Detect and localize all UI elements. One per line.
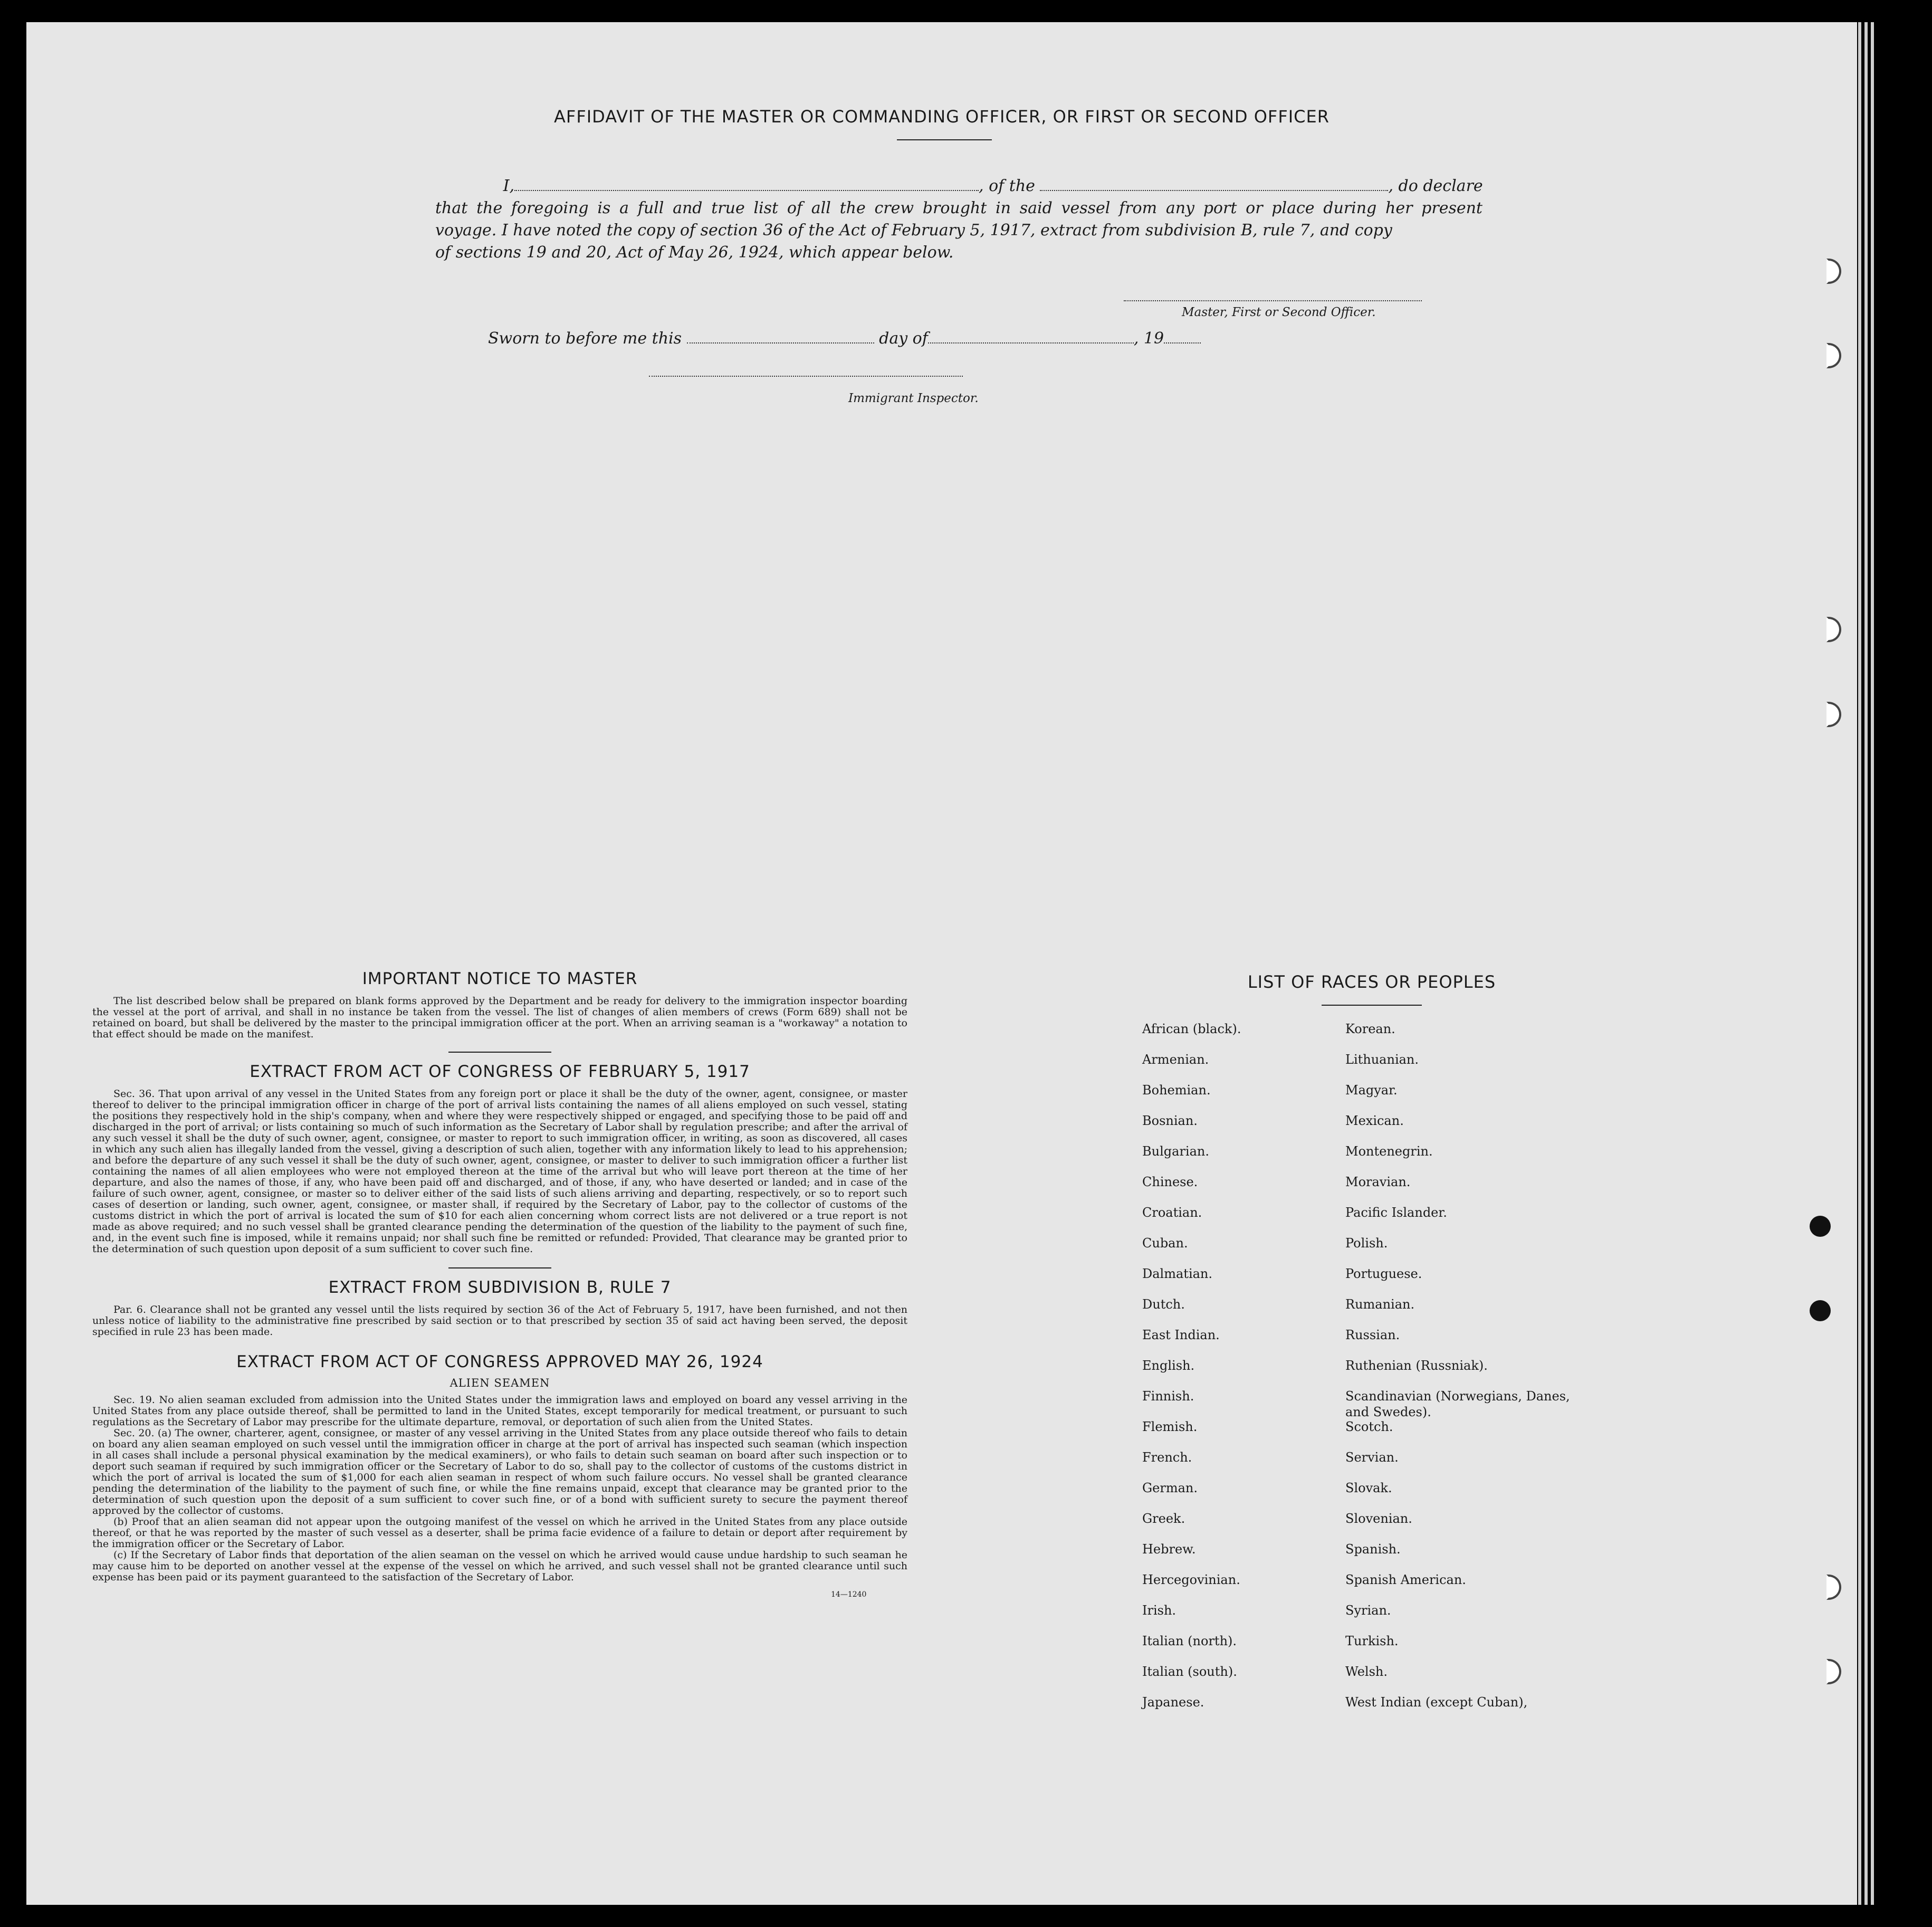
race-item: Bohemian. (1142, 1083, 1211, 1098)
punch-hole (1826, 702, 1841, 727)
race-item: Flemish. (1142, 1419, 1198, 1434)
section-20b-text: (b) Proof that an alien seaman did not appear upon the outgoing manifest of the vessel on which he arrived in the United States from any place outside thereof, or that he was reported by the master of such vessel as a deserter, shall be prima facie evidence of a failure to detain or deport after requirement by the immigration officer or the Secretary of Labor. (92, 1516, 907, 1550)
race-item: Polish. (1345, 1236, 1388, 1251)
race-item: Magyar. (1345, 1083, 1398, 1098)
race-item: East Indian. (1142, 1328, 1220, 1342)
race-item: Welsh. (1345, 1664, 1388, 1679)
extract-1924-body (92, 1395, 907, 1583)
race-item: Japanese. (1142, 1695, 1204, 1710)
rule-7-text: Par. 6. Clearance shall not be granted any vessel until the lists required by section 36 of the Act of February 5, 1917, have been furnished, and not then unless notice of liability to the administrative fine prescribed by said section or to that prescribed by section 35 of said act having been served, the deposit specified in rule 23 has been made. (92, 1304, 907, 1338)
notices-column (92, 969, 907, 1599)
section-20a-text: Sec. 20. (a) The owner, charterer, agent, consignee, or master of any vessel arriving in the United States from any place outside thereof who fails to detain on board any alien seaman employed on such vessel until the immigration officer in charge at the port of arrival has inspected such seaman (which inspection in all cases shall include a personal physical examination by the medical examiners), or who fails to detain such seaman on board after such inspection or to deport such seaman if required by such immigration officer or the Secretary of Labor to do so, shall pay to the collector of customs of the customs district in which the port of arrival is located the sum of $1,000 for each alien seaman in respect of whom such failure occurs. No vessel shall be granted clearance pending the determination of the liability to the payment of such fine, or while the fine remains unpaid, except that clearance may be granted prior to the determination of such question upon the deposit of a sum sufficient to cover such fine, or of a bond with sufficient surety to secure the payment thereof approved by the collector of customs. (92, 1427, 907, 1516)
master-signature-line (1124, 300, 1422, 301)
inspector-signature-label: Immigrant Inspector. (848, 392, 979, 405)
race-item: Armenian. (1142, 1052, 1209, 1067)
day-of-label: day of (879, 329, 928, 348)
sworn-line (488, 329, 1201, 348)
notice-title: IMPORTANT NOTICE TO MASTER (362, 969, 638, 988)
form-number: 14—1240 (831, 1590, 867, 1599)
divider (448, 1052, 551, 1053)
extract-1917-body (92, 1089, 907, 1255)
race-item: Syrian. (1345, 1603, 1391, 1618)
race-item: Moravian. (1345, 1175, 1411, 1189)
year-label: , 19 (1133, 329, 1164, 348)
section-20c-text: (c) If the Secretary of Labor finds that deportation of the alien seaman on the vessel on which he arrived would cause undue hardship to such seaman he may cause him to be deported on another vessel at the expense of the vessel on which he arrived, and such vessel shall not be granted clearance until such expense has been paid or its payment guaranteed to the satisfaction of the Secretary of Labor. (92, 1549, 907, 1583)
race-item: Italian (south). (1142, 1664, 1237, 1679)
race-item: Turkish. (1345, 1634, 1399, 1648)
races-divider (1322, 1005, 1422, 1006)
affidavit-title: AFFIDAVIT OF THE MASTER OR COMMANDING OFFICER, OR FIRST OR SECOND OFFICER (554, 107, 1330, 127)
divider (448, 1267, 551, 1268)
extract-1917-title: EXTRACT FROM ACT OF CONGRESS OF FEBRUARY 5, 1917 (250, 1062, 750, 1081)
race-item: Hercegovinian. (1142, 1572, 1240, 1587)
race-item: Bulgarian. (1142, 1144, 1209, 1159)
sworn-label: Sworn to before me this (488, 329, 682, 348)
race-item: Spanish American. (1345, 1572, 1466, 1587)
punch-hole (1810, 1300, 1831, 1321)
races-right-column (1345, 1021, 1588, 1725)
name-blank (514, 190, 979, 191)
race-item: Greek. (1142, 1511, 1185, 1526)
section-19-text: Sec. 19. No alien seaman excluded from admission into the United States under the immigration laws and employed on board any vessel arriving in the United States from any place outside thereof, shall be permitted to land in the United States, except temporarily for medical treatment, or pursuant to such regulations as the Secretary of Labor may prescribe for the ultimate departure, removal, or deportation of such alien from the United States. (92, 1394, 907, 1428)
race-item: Croatian. (1142, 1205, 1202, 1220)
race-item: Scandinavian (Norwegians, Danes, and Swedes). (1345, 1389, 1570, 1419)
day-blank (687, 342, 874, 344)
race-item: Dalmatian. (1142, 1266, 1213, 1281)
notice-body (92, 996, 907, 1040)
race-item: German. (1142, 1481, 1198, 1495)
race-item: Lithuanian. (1345, 1052, 1419, 1067)
race-item: Chinese. (1142, 1175, 1198, 1189)
race-item: Korean. (1345, 1022, 1395, 1036)
punch-hole (1826, 617, 1841, 642)
notice-text: The list described below shall be prepared on blank forms approved by the Department and be ready for delivery to the immigration inspector boarding the vessel at the port of arrival, and shall in no instance be taken from the vessel. The list of changes of alien members of crews (Form 689) shall not be retained on board, but shall be delivered by the master to the principal immigration officer at the port. When an arriving seaman is a "workaway" a notation to that effect should be made on the manifest. (92, 995, 907, 1040)
race-item: Montenegrin. (1345, 1144, 1433, 1159)
punch-hole (1826, 1575, 1841, 1600)
document-page (26, 22, 1857, 1905)
page-edge (1871, 22, 1874, 1905)
punch-hole (1810, 1216, 1831, 1237)
race-item: West Indian (except Cuban), (1345, 1695, 1528, 1710)
title-divider (897, 139, 992, 140)
vessel-blank (1040, 190, 1388, 191)
punch-hole (1826, 259, 1841, 284)
section-36-text: Sec. 36. That upon arrival of any vessel in the United States from any foreign port or place it shall be the duty of the owner, agent, consignee, or master thereof to deliver to the principal immigration officer in charge of the port of arrival lists containing the names of all aliens employed on such vessel, stating the positions they respectively hold in the ship's company, when and where they were respectively shipped or engaged, and specifying those to be paid off and discharged in the port of arrival; or lists containing so much of such information as the Secretary of Labor shall by regulation prescribe; and after the arrival of any such vessel it shall be the duty of such owner, agent, consignee, or master to report to such immigration officer, in writing, as soon as discovered, all cases in which any such alien has illegally landed from the vessel, giving a description of such alien, together with any information likely to lead to his apprehension; and before the departure of any such vessel it shall be the duty of such owner, agent, consignee, or master to deliver to such immigration officer a further list containing the names of all alien employees who were not employed thereon at the time of the arrival but who will leave port thereon at the time of her departure, and also the names of those, if any, who have been paid off and discharged, and of those, if any, who have deserted or landed; and in case of the failure of such owner, agent, consignee, or master so to deliver either of the said lists of such aliens arriving and departing, respectively, or so to report such cases of desertion or landing, such owner, agent, consignee, or master shall, if required by the Secretary of Labor, pay to the collector of customs of the customs district in which the port of arrival is located the sum of $10 for each alien concerning whom correct lists are not delivered or a true report is not made as above required; and no such vessel shall be granted clearance pending the determination of the question of the liability to the payment of such fine, and, in the event such fine is imposed, while it remains unpaid; nor shall such fine be remitted or refunded: Provided, That clearance may be granted prior to the determination of such question upon deposit of a sum sufficient to cover such fine. (92, 1088, 907, 1255)
page-edge (1858, 22, 1861, 1905)
affidavit-i: I, (503, 177, 514, 195)
race-item: Ruthenian (Russniak). (1345, 1358, 1488, 1373)
affidavit-of-the: , of the (979, 177, 1035, 195)
race-item: Dutch. (1142, 1297, 1185, 1312)
race-item: Slovenian. (1345, 1511, 1412, 1526)
affidavit-line-3: voyage. I have noted the copy of section 36 of the Act of February 5, 1917, extract from subdivision B, rule 7, and copy (435, 221, 1392, 240)
punch-hole (1826, 1659, 1841, 1684)
alien-seamen-subtitle: ALIEN SEAMEN (449, 1377, 550, 1389)
rule-7-title: EXTRACT FROM SUBDIVISION B, RULE 7 (328, 1278, 672, 1297)
race-item: Irish. (1142, 1603, 1177, 1618)
page-edge (1864, 22, 1868, 1905)
race-item: French. (1142, 1450, 1192, 1465)
race-item: Rumanian. (1345, 1297, 1415, 1312)
race-item: Italian (north). (1142, 1634, 1237, 1648)
race-item: Finnish. (1142, 1389, 1194, 1404)
races-left-column (1142, 1021, 1343, 1725)
month-blank (928, 342, 1134, 344)
races-title: LIST OF RACES OR PEOPLES (1247, 972, 1496, 992)
race-item: Mexican. (1345, 1113, 1404, 1128)
race-item: English. (1142, 1358, 1195, 1373)
race-item: African (black). (1142, 1022, 1241, 1036)
race-item: Hebrew. (1142, 1542, 1196, 1557)
extract-1924-title: EXTRACT FROM ACT OF CONGRESS APPROVED MAY 26, 1924 (236, 1352, 763, 1371)
master-signature-label: Master, First or Second Officer. (1182, 306, 1376, 319)
race-item: Pacific Islander. (1345, 1205, 1447, 1220)
race-item: Servian. (1345, 1450, 1399, 1465)
year-blank (1164, 342, 1201, 344)
inspector-signature-line (649, 376, 963, 377)
punch-hole (1826, 343, 1841, 368)
affidavit-do-declare: , do declare (1388, 177, 1483, 195)
affidavit-line-4: of sections 19 and 20, Act of May 26, 1924, which appear below. (435, 243, 954, 262)
affidavit-line-2: that the foregoing is a full and true list of all the crew brought in said vessel from any port or place during her present (435, 199, 1483, 217)
race-item: Bosnian. (1142, 1113, 1198, 1128)
affidavit-declaration (435, 175, 1490, 264)
race-item: Slovak. (1345, 1481, 1392, 1495)
rule-7-body (92, 1304, 907, 1338)
race-item: Russian. (1345, 1328, 1400, 1342)
race-item: Portuguese. (1345, 1266, 1422, 1281)
race-item: Spanish. (1345, 1542, 1401, 1557)
race-item: Scotch. (1345, 1419, 1393, 1434)
race-item: Cuban. (1142, 1236, 1188, 1251)
